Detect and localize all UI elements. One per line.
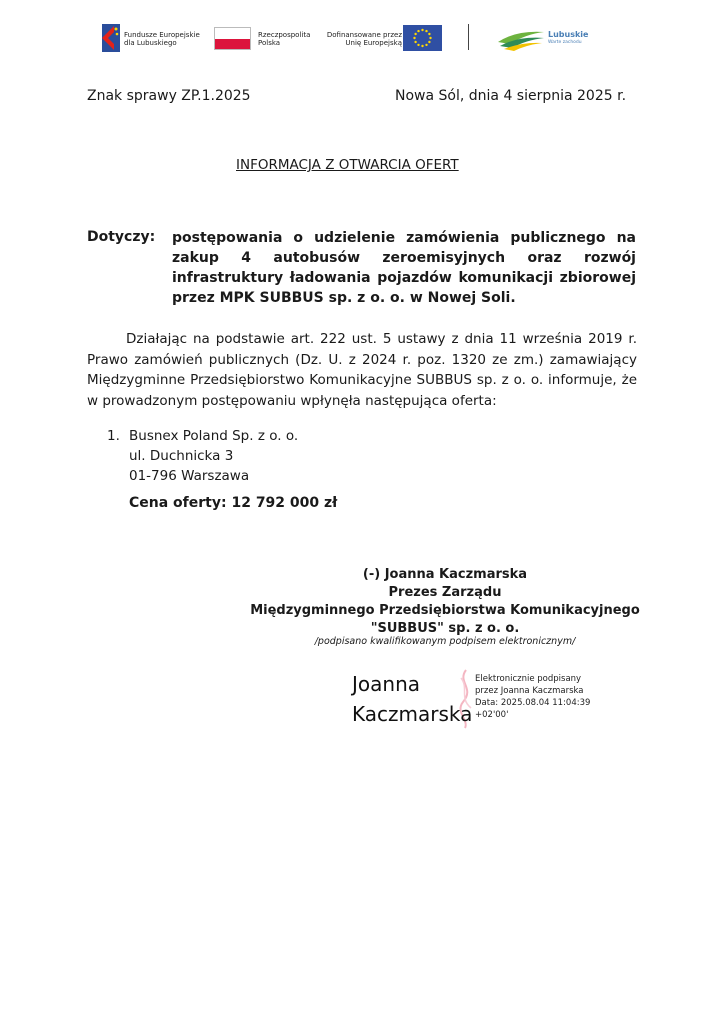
signature-block	[240, 566, 650, 638]
e-signature-last-name: Kaczmarska	[352, 702, 473, 726]
offer-price: Cena oferty: 12 792 000 zł	[129, 495, 338, 511]
signature-note: /podpisano kwalifikowanym podpisem elektronicznym/	[314, 636, 576, 647]
e-signature-meta-line: Elektronicznie podpisany	[475, 674, 582, 684]
signer-name: (-) Joanna Kaczmarska	[362, 567, 528, 582]
e-signature-meta	[475, 673, 590, 721]
fundusze-europejskie-logo	[98, 22, 122, 54]
logo-divider	[468, 24, 469, 50]
body-paragraph: Działając na podstawie art. 222 ust. 5 ustawy z dnia 11 września 2019 r. Prawo zamówień publicznych (Dz. U. z 2024 r. poz. 1320 ze zm.) zamawiający Międzygminne Przedsiębiorstwo Komunikacyjne SUBBUS sp. z o. o. informuje, że w prowadzonym postępowaniu wpłynęła następująca oferta:	[87, 331, 637, 409]
lubuskie-logo	[496, 24, 546, 52]
place-date: Nowa Sól, dnia 4 sierpnia 2025 r.	[395, 88, 627, 104]
e-signature-meta-line: Data: 2025.08.04 11:04:39	[475, 698, 591, 708]
e-signature-meta-line: przez Joanna Kaczmarska	[475, 686, 584, 696]
offer-street: ul. Duchnicka 3	[129, 448, 234, 464]
offer-number: 1.	[107, 428, 120, 444]
signer-role: Prezes Zarządu	[388, 585, 502, 600]
lubuskie-logo-icon	[496, 24, 546, 52]
signer-company: "SUBBUS" sp. z o. o.	[370, 621, 520, 636]
polish-flag-icon	[214, 27, 251, 50]
eu-flag-icon	[403, 25, 442, 51]
subject-label: Dotyczy:	[87, 229, 156, 245]
lubuskie-logo-subtext: Warte zachodu	[548, 40, 582, 45]
document-title: INFORMACJA Z OTWARCIA OFERT	[236, 157, 459, 173]
fundusze-logo-icon	[98, 22, 122, 54]
subject-text: postępowania o udzielenie zamówienia publicznego na zakup 4 autobusów zeroemisyjnych oraz rozwój infrastruktury ładowania pojazdów komunikacji zbiorowej przez MPK SUBBUS sp. z o. o. w Nowej Soli.	[172, 230, 636, 306]
dofinansowane-logo-text: Dofinansowane przez Unię Europejską	[326, 31, 402, 47]
offer-company: Busnex Poland Sp. z o. o.	[129, 428, 299, 444]
e-signature-meta-line: +02'00'	[475, 710, 509, 720]
case-number: Znak sprawy ZP.1.2025	[87, 88, 251, 104]
offer-city: 01-796 Warszawa	[129, 468, 250, 484]
signer-organization: Międzygminnego Przedsiębiorstwa Komunikacyjnego	[250, 603, 640, 618]
lubuskie-logo-text: Lubuskie	[548, 30, 589, 39]
rzeczpospolita-logo-text: Rzeczpospolita Polska	[258, 31, 311, 47]
e-signature-first-name: Joanna	[352, 672, 420, 696]
fundusze-logo-text: Fundusze Europejskie dla Lubuskiego	[124, 31, 200, 47]
